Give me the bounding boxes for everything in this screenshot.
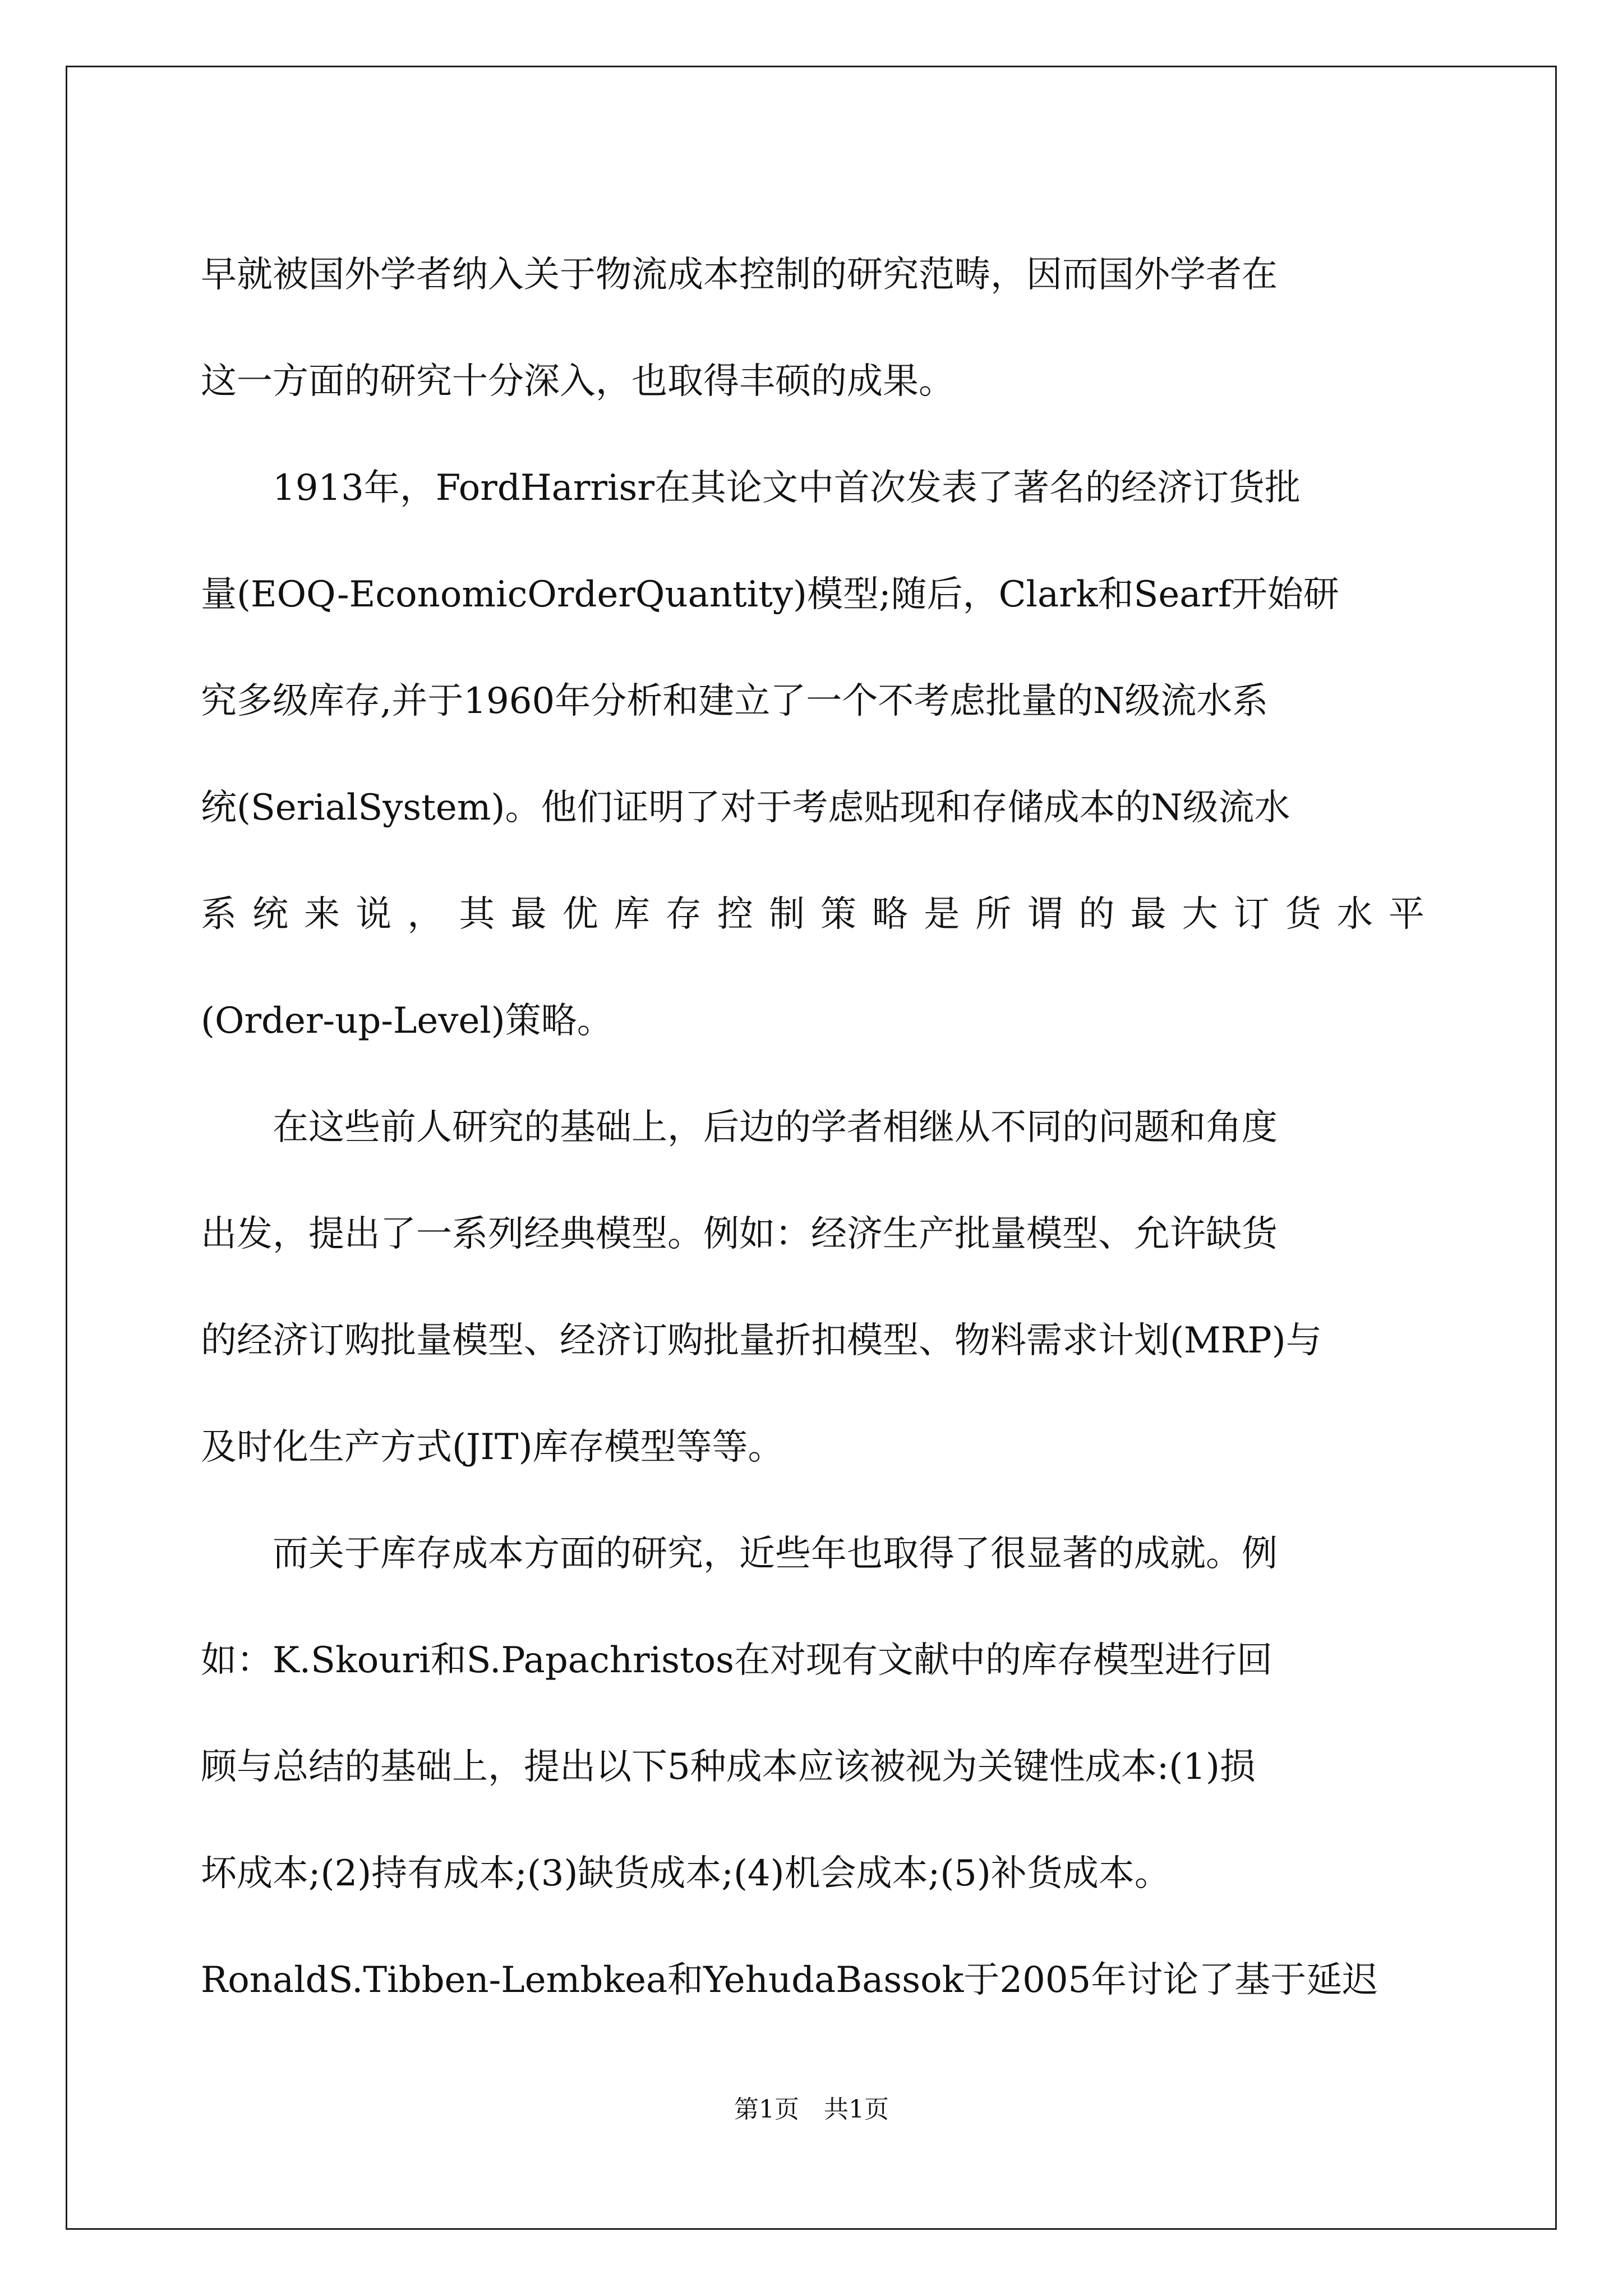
text-line: RonaldS.Tibben-Lembkea和YehudaBassok于2005年讨论了基于延迟	[201, 1959, 1378, 2001]
text-line: 如：K.Skouri和S.Papachristos在对现有文献中的库存模型进行回	[201, 1640, 1273, 1681]
text-line: 顾与总结的基础上，提出以下5种成本应该被视为关键性成本:(1)损	[201, 1746, 1256, 1788]
text-line: 1913年，FordHarrisr在其论文中首次发表了著名的经济订货批	[201, 467, 1301, 509]
text-line: 统(SerialSystem)。他们证明了对于考虑贴现和存储成本的N级流水	[201, 787, 1290, 829]
text-line: 在这些前人研究的基础上，后边的学者相继从不同的问题和角度	[201, 1107, 1278, 1148]
text-line: 早就被国外学者纳入关于物流成本控制的研究范畴，因而国外学者在	[201, 254, 1278, 296]
text-line: 究多级库存,并于1960年分析和建立了一个不考虑批量的N级流水系	[201, 680, 1269, 722]
document-body	[201, 222, 1424, 2033]
text-line: (Order-up-Level)策略。	[201, 1000, 613, 1042]
page-number-footer: 第1页 共1页	[734, 2095, 889, 2124]
text-line: 而关于库存成本方面的研究，近些年也取得了很显著的成就。例	[201, 1533, 1278, 1575]
text-line: 量(EOQ-EconomicOrderQuantity)模型;随后，Clark和Searf开始研	[201, 574, 1339, 615]
text-line: 的经济订购批量模型、经济订购批量折扣模型、物料需求计划(MRP)与	[201, 1320, 1322, 1361]
text-line: 出发，提出了一系列经典模型。例如：经济生产批量模型、允许缺货	[201, 1213, 1278, 1255]
text-line: 这一方面的研究十分深入，也取得丰硕的成果。	[201, 361, 955, 402]
text-line: 及时化生产方式(JIT)库存模型等等。	[201, 1427, 784, 1468]
text-line: 坏成本;(2)持有成本;(3)缺货成本;(4)机会成本;(5)补货成本。	[201, 1853, 1170, 1894]
text-line: 系统来说，其最优库存控制策略是所谓的最大订货水平	[201, 894, 1424, 935]
